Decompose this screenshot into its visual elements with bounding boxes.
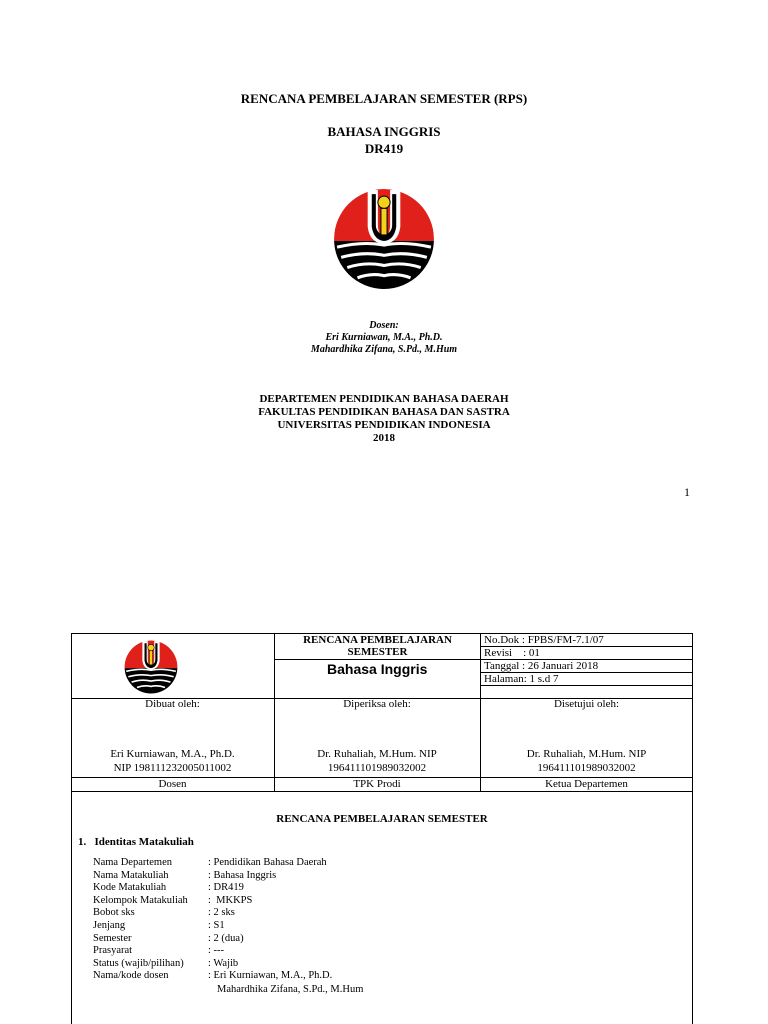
identity-value: : Pendidikan Bahasa Daerah: [208, 857, 327, 868]
checked-by-nip: 196411101989032002: [327, 762, 427, 774]
made-by-role: Dosen: [158, 778, 187, 790]
cover-lecturer-1: Eri Kurniawan, M.A., Ph.D.: [325, 332, 443, 343]
doc-revision: Revisi : 01: [484, 647, 540, 659]
form-header-title: RENCANA PEMBELAJARAN SEMESTER: [303, 634, 452, 658]
doc-page: Halaman: 1 s.d 7: [484, 673, 559, 685]
identity-label: Bobot sks: [93, 907, 135, 919]
identity-value: : 2 sks: [208, 907, 235, 919]
cover-year: 2018: [373, 432, 395, 444]
identity-value: : MKKPS: [208, 894, 253, 906]
divider: [480, 685, 693, 686]
divider: [71, 791, 693, 792]
cover-lecturer-label: Dosen:: [369, 320, 399, 331]
approved-by-label: Disetujui oleh:: [553, 698, 620, 710]
identity-label: Prasyarat: [93, 945, 133, 957]
made-by-nip: NIP 198111232005011002: [113, 762, 232, 774]
identity-value: : S1: [208, 920, 225, 931]
identity-label: Jenjang: [93, 920, 126, 931]
identity-label: Nama Matakuliah: [93, 869, 169, 881]
identity-label: Kelompok Matakuliah: [93, 894, 188, 906]
cover-course-name: BAHASA INGGRIS: [327, 124, 441, 139]
cover-title: RENCANA PEMBELAJARAN SEMESTER (RPS): [240, 91, 528, 106]
doc-date: Tanggal : 26 Januari 2018: [484, 660, 599, 672]
page-number: 1: [684, 485, 690, 499]
identity-value: : 2 (dua): [208, 932, 244, 944]
upi-logo: [333, 188, 435, 290]
identity-value: : DR419: [208, 882, 244, 894]
approved-by-role: Ketua Departemen: [545, 778, 628, 790]
identity-label: Semester: [93, 932, 132, 944]
identity-label: Nama Departemen: [93, 857, 173, 868]
checked-by-role: TPK Prodi: [353, 778, 401, 790]
upi-logo-small: [124, 640, 178, 694]
divider: [274, 659, 480, 660]
form-header-course: Bahasa Inggris: [327, 661, 428, 677]
checked-by-name: Dr. Ruhaliah, M.Hum. NIP: [317, 748, 437, 760]
identity-label: Status (wajib/pilihan): [93, 957, 184, 969]
identity-lecturer-2: Mahardhika Zifana, S.Pd., M.Hum: [217, 984, 364, 995]
cover-department: DEPARTEMEN PENDIDIKAN BAHASA DAERAH: [259, 393, 509, 405]
identity-value: : Wajib: [208, 957, 239, 969]
made-by-label: Dibuat oleh:: [145, 698, 200, 710]
section-1-heading: 1. Identitas Matakuliah: [78, 836, 194, 848]
identity-value: : Eri Kurniawan, M.A., Ph.D.: [208, 970, 333, 982]
cover-university: UNIVERSITAS PENDIDIKAN INDONESIA: [277, 419, 491, 431]
identity-value: : Bahasa Inggris: [208, 869, 277, 881]
identity-label: Kode Matakuliah: [93, 882, 167, 894]
cover-faculty: FAKULTAS PENDIDIKAN BAHASA DAN SASTRA: [258, 406, 510, 418]
doc-number: No.Dok : FPBS/FM-7.1/07: [484, 634, 604, 646]
cover-course-code: DR419: [364, 141, 404, 156]
cover-lecturer-2: Mahardhika Zifana, S.Pd., M.Hum: [310, 344, 458, 355]
approved-by-nip: 196411101989032002: [537, 762, 636, 774]
identity-value: : ---: [208, 945, 225, 957]
checked-by-label: Diperiksa oleh:: [343, 698, 411, 710]
approved-by-name: Dr. Ruhaliah, M.Hum. NIP: [526, 748, 647, 760]
identity-label: Nama/kode dosen: [93, 970, 169, 982]
made-by-name: Eri Kurniawan, M.A., Ph.D.: [110, 748, 235, 760]
section-title: RENCANA PEMBELAJARAN SEMESTER: [276, 813, 488, 825]
